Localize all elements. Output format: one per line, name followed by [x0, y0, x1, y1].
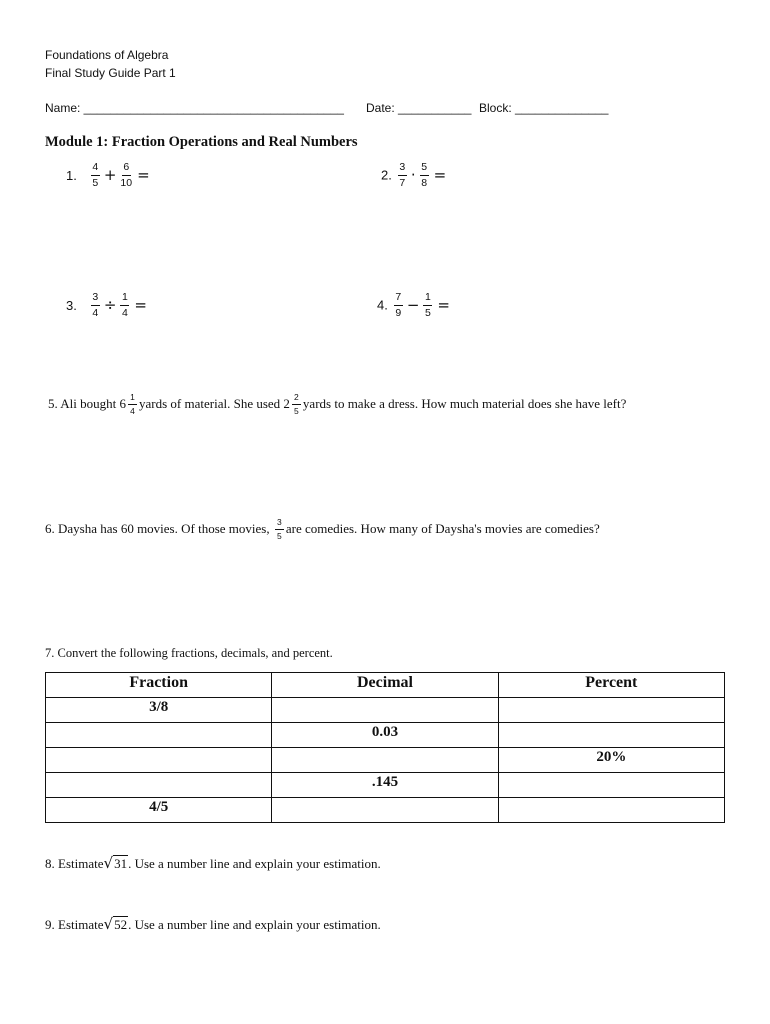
question-text: . Use a number line and explain your estimation. [128, 856, 381, 871]
table-cell[interactable] [498, 698, 724, 723]
fraction: $\frac{1}{4}$ [128, 393, 137, 415]
question-text: . Use a number line and explain your estimation. [128, 917, 381, 932]
table-cell[interactable]: 4/5 [46, 798, 272, 823]
name-line: Name: _______________________________________ [45, 101, 344, 115]
table-header-row [46, 673, 725, 698]
equals-sign: = [433, 166, 447, 184]
question-text: yards of material. She used 2 [139, 396, 290, 411]
table-cell[interactable]: .145 [272, 773, 498, 798]
table-cell[interactable] [46, 748, 272, 773]
column-header-percent: Percent [498, 673, 724, 698]
problem-2 [381, 162, 446, 188]
fraction: $\frac{7}{9}$ [395, 291, 402, 319]
fraction: $\frac{3}{7}$ [399, 161, 406, 189]
course-title: Foundations of Algebra [45, 48, 169, 62]
square-root [104, 854, 129, 872]
fraction: $\frac{2}{5}$ [292, 393, 301, 415]
table-row [46, 723, 725, 748]
fraction: $\frac{6}{10}$ [120, 161, 133, 189]
fraction: $\frac{1}{5}$ [425, 291, 431, 319]
question-text: 6. Daysha has 60 movies. Of those movies, [45, 521, 270, 536]
guide-subtitle: Final Study Guide Part 1 [45, 66, 176, 80]
operator: − [406, 296, 420, 314]
module-title: Module 1: Fraction Operations and Real Numbers [45, 134, 358, 150]
equals-sign: = [137, 166, 150, 184]
fraction: $\frac{3}{4}$ [92, 291, 99, 319]
problem-label: 4. [377, 297, 388, 313]
operator: ÷ [103, 296, 117, 314]
table-cell[interactable] [498, 723, 724, 748]
radicand: 31 [114, 856, 128, 871]
question-text: yards to make a dress. How much material does she have left? [302, 396, 627, 411]
problem-3 [66, 292, 147, 318]
table-row [46, 748, 725, 773]
column-header-fraction: Fraction [46, 673, 272, 698]
radical-icon: √ [103, 854, 114, 872]
problem-4 [377, 292, 450, 318]
fraction: $\frac{1}{4}$ [122, 291, 128, 319]
problem-label: 3. [66, 297, 77, 313]
problem-label: 1. [66, 167, 77, 183]
fraction: $\frac{3}{5}$ [275, 518, 284, 540]
question-text: 8. Estimate [45, 856, 104, 871]
equals-sign: = [437, 296, 450, 314]
question-9 [45, 915, 381, 933]
radical-icon: √ [103, 915, 114, 933]
fraction: $\frac{5}{8}$ [421, 161, 428, 189]
question-7: 7. Convert the following fractions, decimals, and percent. [45, 646, 333, 660]
table-row [46, 773, 725, 798]
question-text: 5. Ali bought 6 [48, 396, 127, 411]
table-cell[interactable] [272, 798, 498, 823]
operator: + [103, 166, 117, 184]
conversion-table [45, 672, 725, 823]
table-cell[interactable] [272, 748, 498, 773]
table-cell[interactable] [498, 773, 724, 798]
equals-sign: = [134, 296, 147, 314]
problem-label: 2. [381, 167, 392, 183]
question-5 [48, 393, 626, 415]
fraction: $\frac{4}{5}$ [92, 161, 99, 189]
square-root [104, 915, 129, 933]
table-cell[interactable]: 0.03 [272, 723, 498, 748]
block-line: Block: ______________ [479, 101, 609, 115]
question-text: are comedies. How many of Daysha's movies are comedies? [285, 521, 600, 536]
question-6 [45, 518, 600, 540]
question-8 [45, 854, 381, 872]
operator: · [410, 166, 416, 184]
table-cell[interactable]: 20% [498, 748, 724, 773]
table-cell[interactable] [272, 698, 498, 723]
question-text: 9. Estimate [45, 917, 104, 932]
table-cell[interactable] [498, 798, 724, 823]
problem-1 [66, 162, 150, 188]
table-cell[interactable] [46, 723, 272, 748]
table-row [46, 698, 725, 723]
date-line: Date: ___________ [366, 101, 472, 115]
radicand: 52 [114, 917, 128, 932]
table-cell[interactable]: 3/8 [46, 698, 272, 723]
table-row [46, 798, 725, 823]
table-cell[interactable] [46, 773, 272, 798]
column-header-decimal: Decimal [272, 673, 498, 698]
